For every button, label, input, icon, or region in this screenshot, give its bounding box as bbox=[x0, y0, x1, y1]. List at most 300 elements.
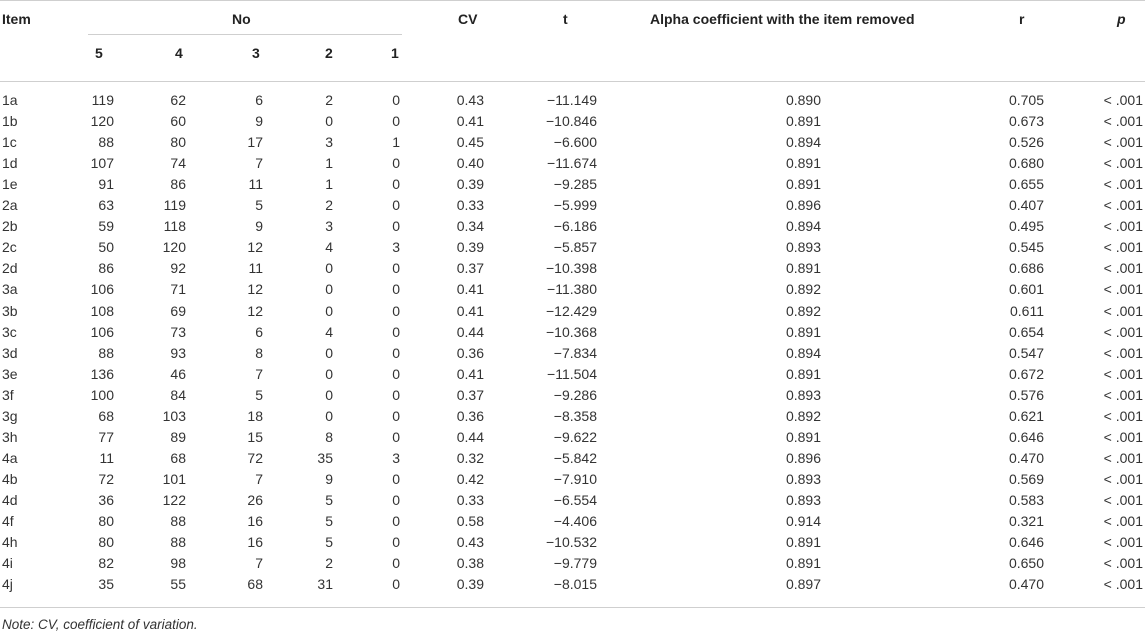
cell-t: −12.429 bbox=[546, 302, 597, 319]
cell-no-5: 77 bbox=[98, 428, 114, 445]
cell-t: −9.285 bbox=[553, 176, 597, 193]
cell-no-5: 107 bbox=[90, 155, 114, 172]
cell-p: < .001 bbox=[1103, 239, 1143, 256]
cell-alpha: 0.894 bbox=[785, 134, 821, 151]
cell-no-4: 62 bbox=[170, 92, 186, 108]
cell-item: 3h bbox=[2, 428, 18, 445]
cell-no-1: 0 bbox=[392, 302, 400, 319]
cell-r: 0.321 bbox=[1008, 513, 1044, 529]
cell-no-2: 4 bbox=[325, 239, 333, 256]
cell-no-3: 72 bbox=[247, 449, 263, 466]
cell-item: 3g bbox=[2, 407, 18, 424]
cell-no-3: 16 bbox=[247, 513, 263, 529]
cell-r: 0.611 bbox=[1010, 302, 1044, 319]
cell-r: 0.705 bbox=[1008, 92, 1044, 108]
top-rule bbox=[0, 0, 1145, 1]
table-row bbox=[0, 113, 1145, 134]
cell-no-4: 71 bbox=[170, 281, 186, 298]
cell-no-3: 8 bbox=[255, 344, 263, 361]
cell-no-5: 68 bbox=[98, 407, 114, 424]
cell-no-3: 7 bbox=[255, 365, 263, 382]
cell-alpha: 0.892 bbox=[785, 302, 821, 319]
header-item: Item bbox=[2, 11, 31, 27]
cell-no-2: 3 bbox=[325, 218, 333, 235]
header-alpha: Alpha coefficient with the item removed bbox=[650, 11, 915, 27]
cell-item: 4b bbox=[2, 470, 18, 487]
cell-t: −9.286 bbox=[553, 386, 597, 403]
cell-t: −11.149 bbox=[547, 92, 597, 108]
cell-p: < .001 bbox=[1103, 260, 1143, 277]
cell-no-2: 0 bbox=[325, 113, 333, 130]
cell-no-2: 3 bbox=[325, 134, 333, 151]
cell-alpha: 0.897 bbox=[785, 576, 821, 593]
cell-t: −8.358 bbox=[553, 407, 597, 424]
cell-no-5: 11 bbox=[99, 449, 114, 466]
cell-r: 0.601 bbox=[1008, 281, 1044, 298]
cell-item: 1e bbox=[2, 176, 18, 193]
cell-p: < .001 bbox=[1103, 407, 1143, 424]
cell-t: −6.186 bbox=[553, 218, 597, 235]
cell-no-2: 1 bbox=[325, 155, 333, 172]
cell-no-2: 35 bbox=[317, 449, 333, 466]
cell-no-5: 72 bbox=[98, 470, 114, 487]
cell-p: < .001 bbox=[1103, 576, 1143, 593]
cell-r: 0.470 bbox=[1008, 576, 1044, 593]
cell-cv: 0.41 bbox=[456, 302, 484, 319]
cell-p: < .001 bbox=[1103, 470, 1143, 487]
cell-no-5: 88 bbox=[98, 134, 114, 151]
cell-no-3: 17 bbox=[247, 134, 263, 151]
cell-t: −10.532 bbox=[546, 534, 597, 551]
cell-no-3: 12 bbox=[247, 239, 263, 256]
cell-no-2: 4 bbox=[325, 323, 333, 340]
cell-no-1: 0 bbox=[392, 197, 400, 214]
cell-no-2: 2 bbox=[325, 555, 333, 572]
cell-no-1: 0 bbox=[392, 218, 400, 235]
cell-p: < .001 bbox=[1103, 134, 1143, 151]
cell-no-1: 0 bbox=[392, 428, 400, 445]
cell-no-3: 9 bbox=[255, 113, 263, 130]
cell-no-2: 5 bbox=[325, 491, 333, 508]
subheader-5: 5 bbox=[95, 45, 103, 61]
cell-no-2: 2 bbox=[325, 92, 333, 108]
cell-r: 0.407 bbox=[1008, 197, 1044, 214]
cell-p: < .001 bbox=[1103, 513, 1143, 529]
cell-no-4: 60 bbox=[170, 113, 186, 130]
cell-t: −11.674 bbox=[547, 155, 597, 172]
cell-alpha: 0.893 bbox=[785, 491, 821, 508]
cell-no-5: 120 bbox=[90, 113, 114, 130]
cell-item: 3f bbox=[2, 386, 14, 403]
cell-p: < .001 bbox=[1103, 386, 1143, 403]
cell-no-2: 5 bbox=[325, 534, 333, 551]
cell-no-1: 0 bbox=[392, 176, 400, 193]
cell-alpha: 0.914 bbox=[785, 513, 821, 529]
cell-item: 2b bbox=[2, 218, 18, 235]
cell-r: 0.686 bbox=[1008, 260, 1044, 277]
cell-no-1: 0 bbox=[392, 386, 400, 403]
cell-r: 0.547 bbox=[1008, 344, 1044, 361]
cell-cv: 0.39 bbox=[456, 176, 484, 193]
cell-no-4: 89 bbox=[170, 428, 186, 445]
table-row bbox=[0, 260, 1145, 281]
cell-no-5: 82 bbox=[98, 555, 114, 572]
cell-t: −10.398 bbox=[546, 260, 597, 277]
cell-t: −4.406 bbox=[553, 513, 597, 529]
cell-no-5: 59 bbox=[98, 218, 114, 235]
cell-item: 4f bbox=[2, 513, 14, 529]
cell-t: −5.999 bbox=[553, 197, 597, 214]
table-note: Note: CV, coefficient of variation. bbox=[2, 617, 198, 632]
cell-r: 0.526 bbox=[1008, 134, 1044, 151]
cell-alpha: 0.891 bbox=[785, 534, 821, 551]
cell-no-1: 0 bbox=[392, 365, 400, 382]
cell-cv: 0.36 bbox=[456, 344, 484, 361]
cell-no-2: 0 bbox=[325, 344, 333, 361]
cell-no-1: 0 bbox=[392, 281, 400, 298]
cell-no-5: 108 bbox=[90, 302, 114, 319]
cell-no-1: 1 bbox=[392, 134, 400, 151]
cell-no-5: 88 bbox=[98, 344, 114, 361]
cell-p: < .001 bbox=[1103, 302, 1143, 319]
table-row bbox=[0, 92, 1145, 113]
cell-no-2: 0 bbox=[325, 260, 333, 277]
cell-r: 0.650 bbox=[1008, 555, 1044, 572]
table-row bbox=[0, 429, 1145, 450]
cell-no-4: 74 bbox=[170, 155, 186, 172]
bottom-rule bbox=[0, 607, 1145, 608]
cell-no-4: 68 bbox=[170, 449, 186, 466]
table-row bbox=[0, 408, 1145, 429]
header-rule bbox=[0, 81, 1145, 82]
cell-r: 0.655 bbox=[1008, 176, 1044, 193]
cell-no-1: 0 bbox=[392, 470, 400, 487]
cell-item: 2c bbox=[2, 239, 17, 256]
cell-cv: 0.34 bbox=[456, 218, 484, 235]
cell-no-3: 9 bbox=[255, 218, 263, 235]
cell-alpha: 0.891 bbox=[785, 113, 821, 130]
table-row bbox=[0, 450, 1145, 471]
cell-no-4: 73 bbox=[170, 323, 186, 340]
cell-alpha: 0.891 bbox=[785, 176, 821, 193]
header-p: p bbox=[1117, 11, 1126, 27]
table-row bbox=[0, 303, 1145, 324]
cell-cv: 0.33 bbox=[456, 491, 484, 508]
cell-no-4: 101 bbox=[162, 470, 186, 487]
cell-no-4: 118 bbox=[163, 218, 186, 235]
cell-cv: 0.41 bbox=[456, 365, 484, 382]
cell-no-3: 5 bbox=[255, 197, 263, 214]
table-row bbox=[0, 513, 1145, 534]
cell-r: 0.646 bbox=[1008, 428, 1044, 445]
cell-cv: 0.37 bbox=[456, 260, 484, 277]
cell-r: 0.583 bbox=[1008, 491, 1044, 508]
cell-no-4: 88 bbox=[170, 513, 186, 529]
cell-no-1: 0 bbox=[392, 344, 400, 361]
cell-no-1: 0 bbox=[392, 491, 400, 508]
cell-no-2: 0 bbox=[325, 365, 333, 382]
cell-no-5: 119 bbox=[91, 92, 114, 108]
header-cv: CV bbox=[458, 11, 478, 27]
cell-item: 4i bbox=[2, 555, 13, 572]
cell-r: 0.576 bbox=[1008, 386, 1044, 403]
cell-item: 4j bbox=[2, 576, 13, 593]
cell-no-3: 7 bbox=[255, 155, 263, 172]
cell-no-3: 15 bbox=[247, 428, 263, 445]
cell-p: < .001 bbox=[1103, 113, 1143, 130]
cell-no-2: 8 bbox=[325, 428, 333, 445]
cell-no-1: 0 bbox=[392, 113, 400, 130]
cell-no-4: 92 bbox=[170, 260, 186, 277]
cell-cv: 0.58 bbox=[456, 513, 484, 529]
cell-r: 0.646 bbox=[1008, 534, 1044, 551]
cell-no-4: 69 bbox=[170, 302, 186, 319]
cell-cv: 0.39 bbox=[456, 239, 484, 256]
cell-cv: 0.41 bbox=[456, 113, 484, 130]
cell-no-3: 12 bbox=[247, 281, 263, 298]
cell-no-5: 91 bbox=[98, 176, 114, 193]
table-row bbox=[0, 555, 1145, 576]
cell-no-4: 119 bbox=[163, 197, 186, 214]
cell-cv: 0.36 bbox=[456, 407, 484, 424]
cell-no-3: 5 bbox=[255, 386, 263, 403]
cell-p: < .001 bbox=[1103, 491, 1143, 508]
cell-no-3: 6 bbox=[255, 92, 263, 108]
cell-no-1: 0 bbox=[392, 513, 400, 529]
subheader-1: 1 bbox=[391, 45, 399, 61]
cell-alpha: 0.896 bbox=[785, 449, 821, 466]
cell-item: 4a bbox=[2, 449, 18, 466]
cell-r: 0.672 bbox=[1008, 365, 1044, 382]
cell-cv: 0.42 bbox=[456, 470, 484, 487]
cell-t: −9.779 bbox=[553, 555, 597, 572]
cell-no-3: 16 bbox=[247, 534, 263, 551]
cell-no-5: 36 bbox=[98, 491, 114, 508]
table-row bbox=[0, 534, 1145, 555]
cell-cv: 0.33 bbox=[456, 197, 484, 214]
cell-t: −7.834 bbox=[553, 344, 597, 361]
cell-r: 0.470 bbox=[1008, 449, 1044, 466]
cell-cv: 0.32 bbox=[456, 449, 484, 466]
table-row bbox=[0, 576, 1145, 597]
cell-item: 4h bbox=[2, 534, 18, 551]
cell-t: −5.857 bbox=[553, 239, 597, 256]
cell-r: 0.621 bbox=[1008, 407, 1044, 424]
cell-p: < .001 bbox=[1103, 92, 1143, 108]
cell-r: 0.569 bbox=[1008, 470, 1044, 487]
table-row bbox=[0, 134, 1145, 155]
cell-alpha: 0.890 bbox=[785, 92, 821, 108]
table-row bbox=[0, 281, 1145, 302]
cell-alpha: 0.891 bbox=[785, 365, 821, 382]
cell-cv: 0.40 bbox=[456, 155, 484, 172]
cell-no-1: 3 bbox=[392, 239, 400, 256]
cell-no-4: 80 bbox=[170, 134, 186, 151]
cell-no-1: 0 bbox=[392, 555, 400, 572]
cell-t: −6.600 bbox=[553, 134, 597, 151]
cell-t: −11.380 bbox=[547, 281, 597, 298]
cell-no-1: 3 bbox=[392, 449, 400, 466]
cell-p: < .001 bbox=[1103, 555, 1143, 572]
cell-item: 3e bbox=[2, 365, 18, 382]
cell-no-1: 0 bbox=[392, 260, 400, 277]
cell-item: 3c bbox=[2, 323, 17, 340]
table-row bbox=[0, 471, 1145, 492]
cell-r: 0.495 bbox=[1008, 218, 1044, 235]
cell-item: 1d bbox=[2, 155, 18, 172]
cell-cv: 0.43 bbox=[456, 534, 484, 551]
cell-no-5: 106 bbox=[90, 281, 114, 298]
table-row bbox=[0, 345, 1145, 366]
cell-no-1: 0 bbox=[392, 323, 400, 340]
cell-t: −5.842 bbox=[553, 449, 597, 466]
cell-no-5: 50 bbox=[98, 239, 114, 256]
cell-alpha: 0.891 bbox=[785, 428, 821, 445]
cell-t: −6.554 bbox=[553, 491, 597, 508]
cell-no-2: 0 bbox=[325, 281, 333, 298]
cell-no-4: 122 bbox=[162, 491, 186, 508]
cell-no-4: 46 bbox=[170, 365, 186, 382]
cell-no-4: 120 bbox=[162, 239, 186, 256]
table-row bbox=[0, 387, 1145, 408]
cell-p: < .001 bbox=[1103, 176, 1143, 193]
cell-p: < .001 bbox=[1103, 323, 1143, 340]
cell-p: < .001 bbox=[1103, 428, 1143, 445]
cell-cv: 0.45 bbox=[456, 134, 484, 151]
cell-r: 0.680 bbox=[1008, 155, 1044, 172]
cell-alpha: 0.891 bbox=[785, 555, 821, 572]
cell-t: −8.015 bbox=[553, 576, 597, 593]
cell-item: 3d bbox=[2, 344, 18, 361]
cell-no-2: 1 bbox=[325, 176, 333, 193]
cell-alpha: 0.896 bbox=[785, 197, 821, 214]
cell-no-3: 11 bbox=[248, 260, 263, 277]
cell-no-4: 88 bbox=[170, 534, 186, 551]
cell-no-4: 98 bbox=[170, 555, 186, 572]
cell-item: 1a bbox=[2, 92, 18, 108]
cell-alpha: 0.893 bbox=[785, 386, 821, 403]
cell-no-2: 0 bbox=[325, 407, 333, 424]
cell-no-3: 6 bbox=[255, 323, 263, 340]
cell-cv: 0.44 bbox=[456, 428, 484, 445]
cell-no-1: 0 bbox=[392, 155, 400, 172]
cell-item: 4d bbox=[2, 491, 18, 508]
cell-alpha: 0.893 bbox=[785, 470, 821, 487]
cell-no-3: 18 bbox=[247, 407, 263, 424]
cell-no-1: 0 bbox=[392, 407, 400, 424]
cell-no-4: 93 bbox=[170, 344, 186, 361]
cell-cv: 0.38 bbox=[456, 555, 484, 572]
cell-alpha: 0.891 bbox=[785, 155, 821, 172]
table-row bbox=[0, 155, 1145, 176]
cell-r: 0.673 bbox=[1008, 113, 1044, 130]
cell-p: < .001 bbox=[1103, 449, 1143, 466]
cell-t: −11.504 bbox=[547, 365, 597, 382]
cell-alpha: 0.894 bbox=[785, 344, 821, 361]
cell-no-4: 84 bbox=[170, 386, 186, 403]
subheader-3: 3 bbox=[252, 45, 260, 61]
table-row bbox=[0, 366, 1145, 387]
cell-alpha: 0.893 bbox=[785, 239, 821, 256]
table-row bbox=[0, 218, 1145, 239]
cell-alpha: 0.892 bbox=[785, 407, 821, 424]
cell-no-5: 80 bbox=[98, 513, 114, 529]
cell-p: < .001 bbox=[1103, 281, 1143, 298]
cell-cv: 0.41 bbox=[456, 281, 484, 298]
cell-p: < .001 bbox=[1103, 155, 1143, 172]
cell-no-5: 106 bbox=[90, 323, 114, 340]
cell-alpha: 0.894 bbox=[785, 218, 821, 235]
subheader-2: 2 bbox=[325, 45, 333, 61]
cell-p: < .001 bbox=[1103, 534, 1143, 551]
header-no: No bbox=[232, 11, 251, 27]
no-group-rule bbox=[88, 34, 402, 35]
cell-no-2: 9 bbox=[325, 470, 333, 487]
table-row bbox=[0, 176, 1145, 197]
cell-no-3: 7 bbox=[255, 555, 263, 572]
cell-no-3: 11 bbox=[248, 176, 263, 193]
cell-item: 2d bbox=[2, 260, 18, 277]
cell-t: −10.368 bbox=[546, 323, 597, 340]
cell-no-3: 7 bbox=[255, 470, 263, 487]
cell-p: < .001 bbox=[1103, 365, 1143, 382]
cell-r: 0.545 bbox=[1008, 239, 1044, 256]
cell-no-3: 68 bbox=[247, 576, 263, 593]
cell-no-4: 103 bbox=[162, 407, 186, 424]
cell-cv: 0.39 bbox=[456, 576, 484, 593]
cell-no-5: 136 bbox=[90, 365, 114, 382]
subheader-4: 4 bbox=[175, 45, 183, 61]
cell-item: 3b bbox=[2, 302, 18, 319]
cell-no-4: 55 bbox=[170, 576, 186, 593]
cell-item: 1c bbox=[2, 134, 17, 151]
cell-cv: 0.37 bbox=[456, 386, 484, 403]
header-r: r bbox=[1019, 11, 1025, 27]
table-row bbox=[0, 197, 1145, 218]
cell-no-5: 100 bbox=[90, 386, 114, 403]
cell-no-2: 0 bbox=[325, 302, 333, 319]
cell-no-5: 86 bbox=[98, 260, 114, 277]
cell-no-3: 12 bbox=[247, 302, 263, 319]
cell-item: 3a bbox=[2, 281, 18, 298]
table-row bbox=[0, 239, 1145, 260]
cell-item: 1b bbox=[2, 113, 18, 130]
cell-p: < .001 bbox=[1103, 197, 1143, 214]
cell-no-2: 2 bbox=[325, 197, 333, 214]
cell-p: < .001 bbox=[1103, 344, 1143, 361]
cell-no-2: 5 bbox=[325, 513, 333, 529]
cell-cv: 0.43 bbox=[456, 92, 484, 108]
cell-no-1: 0 bbox=[392, 576, 400, 593]
cell-no-5: 80 bbox=[98, 534, 114, 551]
cell-no-2: 31 bbox=[317, 576, 333, 593]
cell-item: 2a bbox=[2, 197, 18, 214]
cell-no-5: 63 bbox=[98, 197, 114, 214]
cell-alpha: 0.891 bbox=[785, 260, 821, 277]
cell-r: 0.654 bbox=[1008, 323, 1044, 340]
cell-t: −7.910 bbox=[553, 470, 597, 487]
cell-alpha: 0.891 bbox=[785, 323, 821, 340]
cell-no-2: 0 bbox=[325, 386, 333, 403]
cell-t: −10.846 bbox=[546, 113, 597, 130]
cell-no-3: 26 bbox=[247, 491, 263, 508]
cell-no-1: 0 bbox=[392, 534, 400, 551]
table-row bbox=[0, 324, 1145, 345]
cell-t: −9.622 bbox=[553, 428, 597, 445]
cell-no-1: 0 bbox=[392, 92, 400, 108]
cell-alpha: 0.892 bbox=[785, 281, 821, 298]
cell-no-5: 35 bbox=[98, 576, 114, 593]
